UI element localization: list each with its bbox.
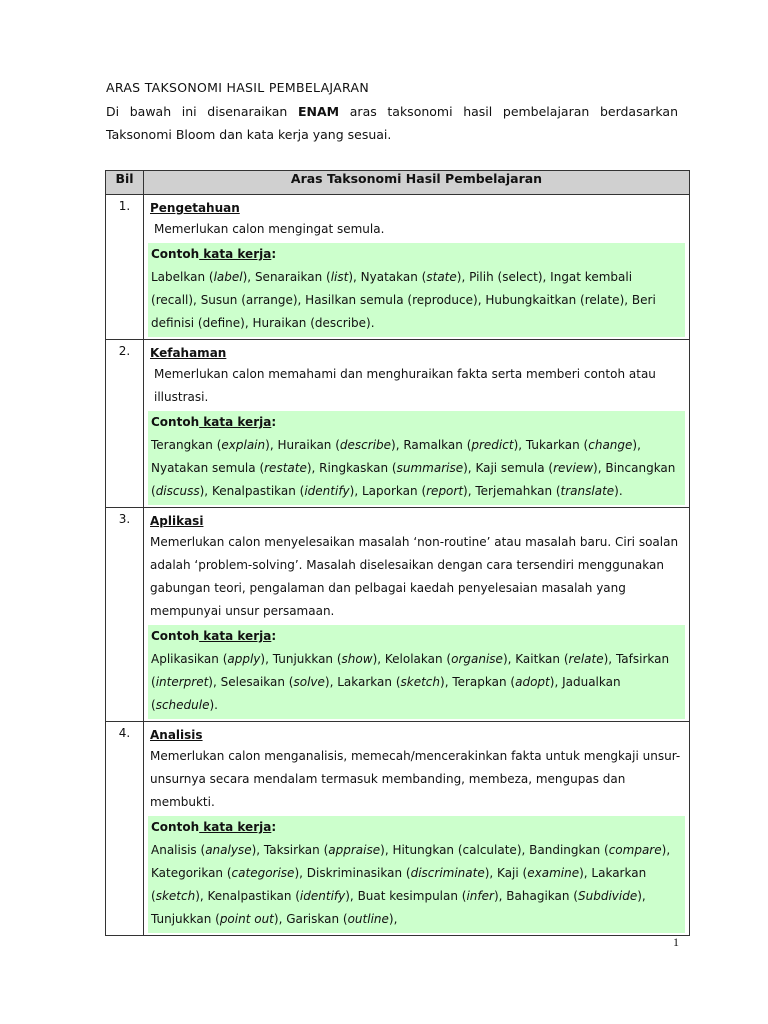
taxonomy-table <box>105 170 690 936</box>
example-verb: Terjemahkan (translate) <box>475 484 619 498</box>
example-label: Contoh kata kerja: <box>151 415 277 429</box>
example-verb: Buat kesimpulan (infer) <box>357 889 499 903</box>
example-verbs-list: Labelkan (label), Senaraikan (list), Nyatakan (state), Pilih (select), Ingat kembali (recall), Susun (arrange), Hasilkan semula (reproduce), Hubungkaitkan (relate), Beri definisi (define), Huraikan (describe). <box>151 270 656 330</box>
level-description: Memerlukan calon memahami dan menghuraikan fakta serta memberi contoh atau illustrasi. <box>154 367 656 404</box>
level-description: Memerlukan calon menganalisis, memecah/mencerakinkan fakta untuk mengkaji unsur-unsurnya secara mendalam termasuk membanding, membeza, mengupas dan membukti. <box>150 749 681 809</box>
example-verb: Bahagikan (Subdivide) <box>506 889 642 903</box>
header-bil: Bil <box>106 171 144 195</box>
table-row <box>106 508 690 722</box>
document-title: ARAS TAKSONOMI HASIL PEMBELAJARAN <box>106 80 370 95</box>
example-verb: Ingat kembali (recall) <box>151 270 633 307</box>
example-verb: Beri definisi (define) <box>151 293 656 330</box>
example-verb: Tunjukkan (point out) <box>151 912 279 926</box>
example-verbs-list: Aplikasikan (apply), Tunjukkan (show), Kelolakan (organise), Kaitkan (relate), Tafsirkan (interpret), Selesaikan (solve), Lakarkan (sketch), Terapkan (adopt), Jadualkan (schedule). <box>151 652 670 712</box>
example-verb: Gariskan (outline) <box>286 912 394 926</box>
example-verb: Kaji semula (review) <box>475 461 598 475</box>
example-label: Contoh kata kerja: <box>151 247 277 261</box>
level-heading: Aplikasi <box>150 514 204 528</box>
example-verb: Labelkan (label) <box>151 270 248 284</box>
example-verb: Tukarkan (change) <box>525 438 638 452</box>
example-verb: Hasilkan semula (reproduce) <box>305 293 478 307</box>
header-level: Aras Taksonomi Hasil Pembelajaran <box>144 171 690 195</box>
row-content <box>144 195 690 340</box>
example-verb: Aplikasikan (apply) <box>151 652 266 666</box>
example-verb: Tunjukkan (show) <box>272 652 378 666</box>
example-verb: Kelolakan (organise) <box>384 652 508 666</box>
example-verb: Selesaikan (solve) <box>220 675 330 689</box>
example-verb: Taksirkan (appraise) <box>263 843 385 857</box>
example-verb: Analisis (analyse) <box>151 843 257 857</box>
example-label: Contoh kata kerja: <box>151 820 277 834</box>
example-verb: Tafsirkan (interpret) <box>151 652 670 689</box>
example-verb: Kategorikan (categorise) <box>151 866 300 880</box>
table-row <box>106 340 690 508</box>
example-verb: Laporkan (report) <box>361 484 468 498</box>
example-verb: Lakarkan (sketch) <box>151 866 647 903</box>
example-verb: Kenalpastikan (identify) <box>211 484 355 498</box>
example-verb: Diskriminasikan (discriminate) <box>306 866 490 880</box>
intro-paragraph <box>106 100 678 146</box>
level-heading: Kefahaman <box>150 346 227 360</box>
row-content <box>144 340 690 508</box>
example-verb: Susun (arrange) <box>200 293 298 307</box>
example-verb: Hitungkan (calculate) <box>392 843 522 857</box>
level-heading: Pengetahuan <box>150 201 240 215</box>
row-number: 2. <box>106 340 144 508</box>
intro-text-end: aras taksonomi hasil pembelajaran berdasarkan Taksonomi Bloom dan kata kerja yang sesuai. <box>106 104 678 142</box>
example-verbs-box <box>148 243 685 337</box>
example-verb: Pilih (select) <box>469 270 543 284</box>
example-verb: Ramalkan (predict) <box>403 438 519 452</box>
example-verbs-list: Terangkan (explain), Huraikan (describe), Ramalkan (predict), Tukarkan (change), Nyatakan semula (restate), Ringkaskan (summarise), Kaji semula (review), Bincangkan (discuss), Kenalpastikan (identify), Laporkan (report), Terjemahkan (translate). <box>151 438 676 498</box>
example-verbs-box <box>148 816 685 933</box>
example-verb: Jadualkan (schedule) <box>151 675 621 712</box>
example-verb: Terangkan (explain) <box>151 438 270 452</box>
example-verbs-list: Analisis (analyse), Taksirkan (appraise), Hitungkan (calculate), Bandingkan (compare), Kategorikan (categorise), Diskriminasikan (discriminate), Kaji (examine), Lakarkan (sketch), Kenalpastikan (identify), Buat kesimpulan (infer), Bahagikan (Subdivide), Tunjukkan (point out), Gariskan (outline), <box>151 843 671 926</box>
example-verb: Kaitkan (relate) <box>515 652 609 666</box>
example-verb: Terapkan (adopt) <box>452 675 555 689</box>
table-row <box>106 722 690 936</box>
example-verb: Nyatakan (state) <box>360 270 462 284</box>
example-verb: Senaraikan (list) <box>254 270 354 284</box>
table-row <box>106 195 690 340</box>
intro-text: Di bawah ini disenaraikan <box>106 104 298 119</box>
level-description: Memerlukan calon mengingat semula. <box>154 222 385 236</box>
row-number: 4. <box>106 722 144 936</box>
row-number: 1. <box>106 195 144 340</box>
example-verb: Kenalpastikan (identify) <box>207 889 350 903</box>
example-verb: Huraikan (describe) <box>252 316 371 330</box>
level-heading: Analisis <box>150 728 203 742</box>
row-content <box>144 722 690 936</box>
row-content <box>144 508 690 722</box>
example-verb: Ringkaskan (summarise) <box>319 461 468 475</box>
example-verb: Nyatakan semula (restate) <box>151 461 312 475</box>
example-verb: Kaji (examine) <box>497 866 584 880</box>
example-verb: Hubungkaitkan (relate) <box>485 293 625 307</box>
row-number: 3. <box>106 508 144 722</box>
level-description: Memerlukan calon menyelesaikan masalah ‘non-routine’ atau masalah baru. Ciri soalan adalah ‘problem-solving’. Masalah diselesaikan dengan cara tersendiri menggunakan gabungan teori, pengalaman dan pelbagai kaedah penyelesaian masalah yang mempunyai unsur persamaan. <box>150 535 679 618</box>
example-verb: Bincangkan (discuss) <box>151 461 676 498</box>
example-verb: Lakarkan (sketch) <box>337 675 445 689</box>
example-label: Contoh kata kerja: <box>151 629 277 643</box>
example-verb: Bandingkan (compare) <box>529 843 667 857</box>
table-header-row <box>106 171 690 195</box>
intro-emphasis: ENAM <box>298 104 340 119</box>
example-verbs-box <box>148 411 685 505</box>
example-verbs-box <box>148 625 685 719</box>
page-number: 1 <box>673 935 679 949</box>
example-verb: Huraikan (describe) <box>277 438 396 452</box>
